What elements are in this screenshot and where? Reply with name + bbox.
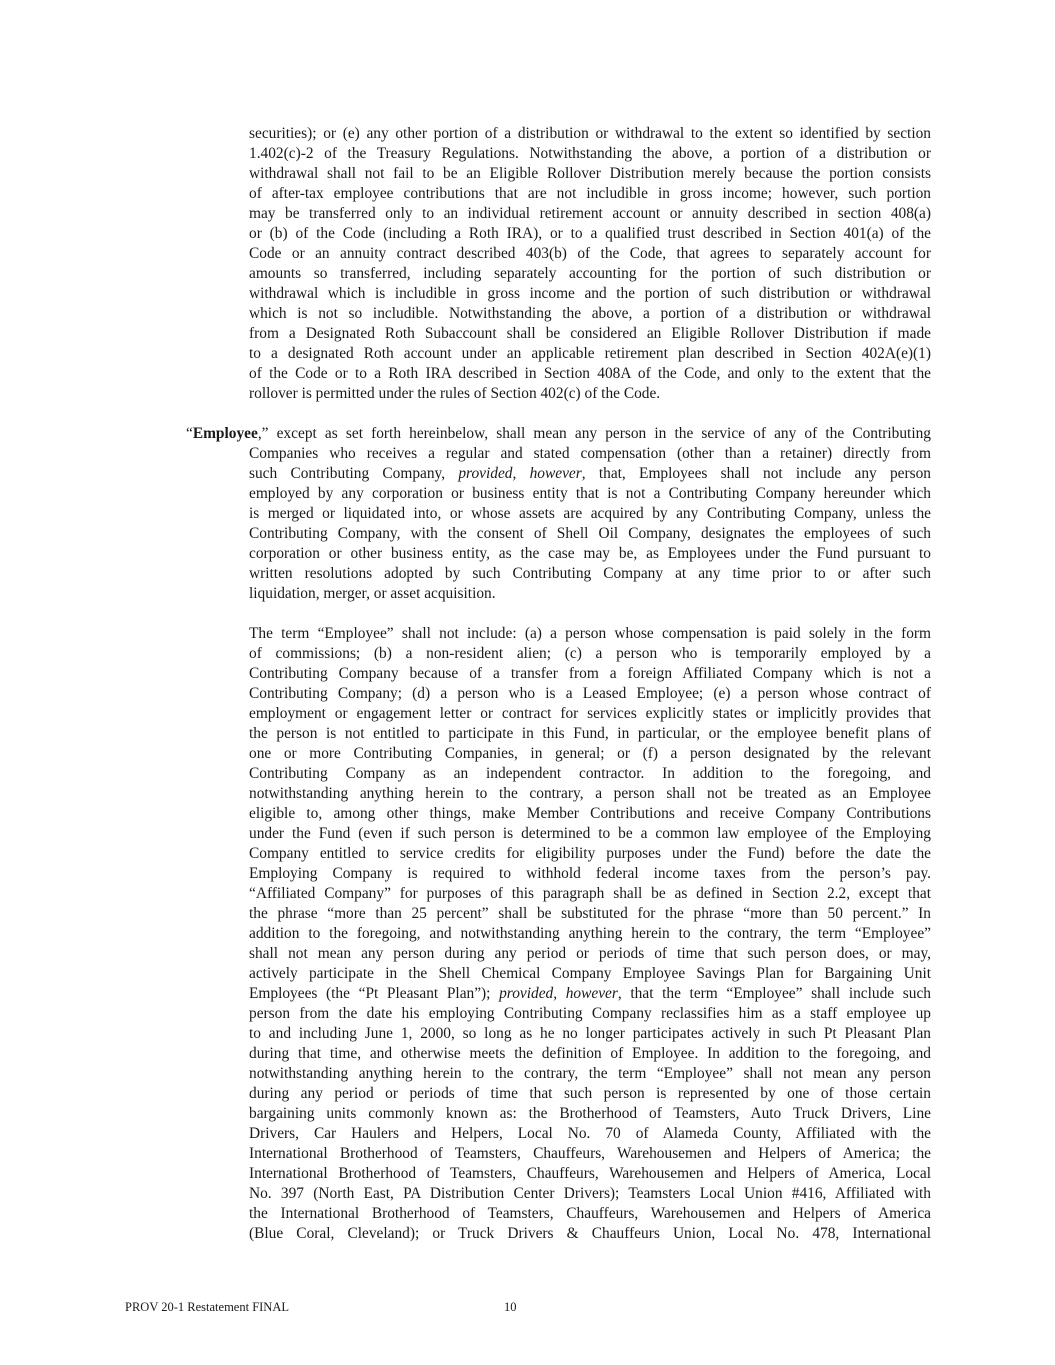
para3-line-6: the person is not entitled to participate in this Fund, in particular, or the employee benefit plans of [249, 725, 931, 742]
para3-line-14: “Affiliated Company” for purposes of this paragraph shall be as defined in Section 2.2, except that [249, 885, 931, 902]
para3-line-4: Contributing Company; (d) a person who is a Leased Employee; (e) a person whose contract of [249, 685, 931, 702]
para3-line-16: addition to the foregoing, and notwithstanding anything herein to the contrary, the term “Employee” [249, 925, 931, 942]
para3-line-26: Drivers, Car Haulers and Helpers, Local No. 70 of Alameda County, Affiliated with the [249, 1125, 931, 1142]
para3-line-7: one or more Contributing Companies, in general; or (f) a person designated by the relevant [249, 745, 931, 762]
para3-line-21: to and including June 1, 2000, so long as he no longer participates actively in such Pt Pleasant Plan [249, 1025, 931, 1042]
para3-line-20: person from the date his employing Contributing Company reclassifies him as a staff employee up [249, 1005, 931, 1022]
employee-definition-line-4: employed by any corporation or business entity that is not a Contributing Company hereunder which [249, 485, 931, 502]
para3-line-8: Contributing Company as an independent contractor. In addition to the foregoing, and [249, 765, 931, 782]
employee-definition-line-6: Contributing Company, with the consent of Shell Oil Company, designates the employees of such [249, 525, 931, 542]
employee-definition-line-5: is merged or liquidated into, or whose assets are acquired by any Contributing Company, unless the [249, 505, 931, 522]
definition-text: such Contributing Company, [249, 465, 459, 482]
para1-line-7: Code or an annuity contract described 403(b) of the Code, that agrees to separately account for [249, 245, 931, 262]
para1-line-12: to a designated Roth account under an applicable retirement plan described in Section 402A(e)(1) [249, 345, 931, 362]
para3-line-27: International Brotherhood of Teamsters, Chauffeurs, Warehousemen and Helpers of America; the [249, 1145, 931, 1162]
para1-line-9: withdrawal which is includible in gross income and the portion of such distribution or withdrawal [249, 285, 931, 302]
proviso-italic: provided, however [499, 985, 618, 1002]
para3-line-11: under the Fund (even if such person is determined to be a common law employee of the Employing [249, 825, 931, 842]
open-quote: “ [186, 425, 193, 442]
para1-line-11: from a Designated Roth Subaccount shall be considered an Eligible Rollover Distribution if made [249, 325, 931, 342]
para3-line-31: (Blue Coral, Cleveland); or Truck Drivers & Chauffeurs Union, Local No. 478, International [249, 1225, 931, 1242]
para1-line-13: of the Code or to a Roth IRA described in Section 408A of the Code, and only to the extent that the [249, 365, 931, 382]
para1-line-6: or (b) of the Code (including a Roth IRA), or to a qualified trust described in Section 401(a) of the [249, 225, 931, 242]
para1-line-14: rollover is permitted under the rules of Section 402(c) of the Code. [249, 385, 661, 402]
para3-line-9: notwithstanding anything herein to the contrary, a person shall not be treated as an Employee [249, 785, 931, 802]
para1-line-1: securities); or (e) any other portion of a distribution or withdrawal to the extent so identified by section [249, 125, 931, 142]
para3-line-19 [249, 984, 931, 1004]
proviso-italic: provided, however [458, 465, 582, 482]
para3-line-3: Contributing Company because of a transfer from a foreign Affiliated Company which is not a [249, 665, 931, 682]
employee-definition-line-7: corporation or other business entity, as the case may be, as Employees under the Fund pursuant to [249, 545, 931, 562]
para1-line-3: withdrawal shall not fail to be an Eligible Rollover Distribution merely because the portion consists [249, 165, 931, 182]
employee-definition-line-9: liquidation, merger, or asset acquisition. [249, 585, 496, 602]
para3-line-17: shall not mean any person during any period or periods of time that such person does, or may, [249, 945, 931, 962]
defined-term-employee: Employee [192, 425, 258, 442]
para3-line-13: Employing Company is required to withhold federal income taxes from the person’s pay. [249, 865, 931, 882]
para3-line-12: Company entitled to service credits for eligibility purposes under the Fund) before the date the [249, 845, 931, 862]
employee-definition-line-1 [186, 424, 931, 444]
para1-line-5: may be transferred only to an individual retirement account or annuity described in section 408(a) [249, 205, 931, 222]
para1-line-10: which is not so includible. Notwithstanding the above, a portion of a distribution or withdrawal [249, 305, 931, 322]
employee-definition-line-2: Companies who receives a regular and stated compensation (other than a retainer) directly from [249, 445, 931, 462]
para3-line-23: notwithstanding anything herein to the contrary, the term “Employee” shall not mean any person [249, 1065, 931, 1082]
para1-line-4: of after-tax employee contributions that are not includible in gross income; however, such portion [249, 185, 931, 202]
para3-line-24: during any period or periods of time that such person is represented by one of those certain [249, 1085, 931, 1102]
para3-line-28: International Brotherhood of Teamsters, Chauffeurs, Warehousemen and Helpers of America, Local [249, 1165, 931, 1182]
para3-line-25: bargaining units commonly known as: the Brotherhood of Teamsters, Auto Truck Drivers, Line [249, 1105, 931, 1122]
para3-line-29: No. 397 (North East, PA Distribution Center Drivers); Teamsters Local Union #416, Affiliated with [249, 1185, 931, 1202]
para3-text: , that the term “Employee” shall include such [617, 985, 931, 1002]
para3-line-10: eligible to, among other things, make Member Contributions and receive Company Contributions [249, 805, 931, 822]
para3-line-5: employment or engagement letter or contract for services explicitly states or implicitly provides that [249, 705, 931, 722]
para3-line-1: The term “Employee” shall not include: (a) a person whose compensation is paid solely in the form [249, 625, 931, 642]
para3-line-22: during that time, and otherwise meets the definition of Employee. In addition to the foregoing, and [249, 1045, 931, 1062]
definition-text: , that, Employees shall not include any person [581, 465, 931, 482]
footer-document-id: PROV 20-1 Restatement FINAL [125, 1300, 289, 1314]
employee-definition-line-3 [249, 464, 931, 484]
para1-line-8: amounts so transferred, including separately accounting for the portion of such distribution or [249, 265, 931, 282]
para3-line-2: of commissions; (b) a non-resident alien; (c) a person who is temporarily employed by a [249, 645, 931, 662]
footer-page-number: 10 [504, 1300, 517, 1314]
para3-line-18: actively participate in the Shell Chemical Company Employee Savings Plan for Bargaining Unit [249, 965, 931, 982]
employee-definition-line-8: written resolutions adopted by such Contributing Company at any time prior to or after such [249, 565, 931, 582]
definition-text: ,” except as set forth hereinbelow, shall mean any person in the service of any of the Contributing [257, 425, 931, 442]
para1-line-2: 1.402(c)-2 of the Treasury Regulations. Notwithstanding the above, a portion of a distribution or [249, 145, 931, 162]
para3-line-30: the International Brotherhood of Teamsters, Chauffeurs, Warehousemen and Helpers of America [249, 1205, 931, 1222]
para3-text: Employees (the “Pt Pleasant Plan”); [249, 985, 500, 1002]
para3-line-15: the phrase “more than 25 percent” shall be substituted for the phrase “more than 50 percent.” In [249, 905, 931, 922]
